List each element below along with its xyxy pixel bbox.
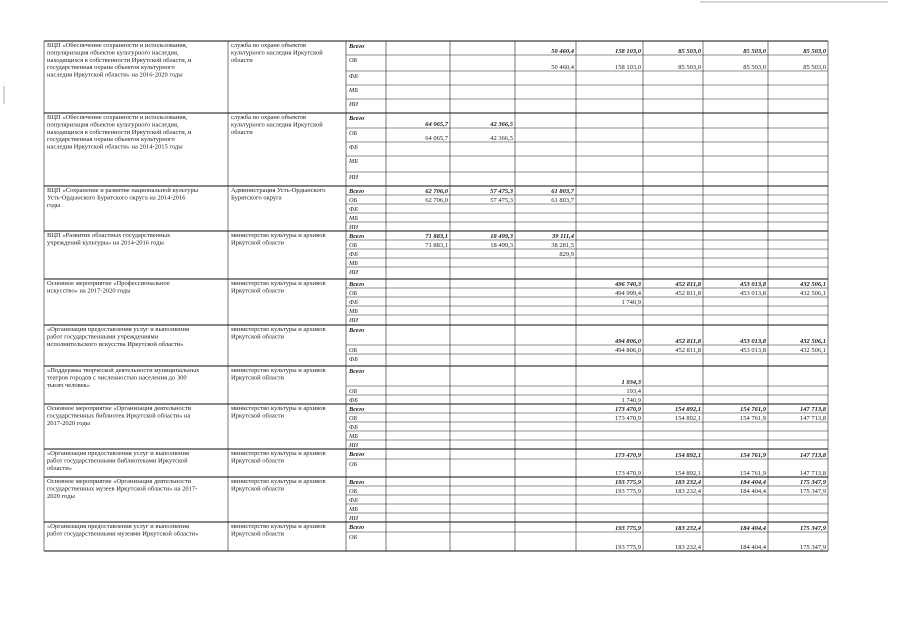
row-code: МБ (349, 505, 358, 513)
value-cell: 85 503,0 (743, 63, 766, 71)
executor-name-line: культурного наследия Иркутской (231, 49, 323, 57)
program-name-line: искусство» на 2017-2020 годы (47, 287, 131, 295)
total-value-cell: 452 811,8 (675, 337, 701, 345)
program-name-line: учреждений культуры» на 2014-2016 годы (47, 239, 164, 247)
total-value-cell: 175 347,9 (800, 478, 826, 486)
value-cell: 18 499,3 (490, 241, 513, 249)
program-name-line: находящихся в собственности Иркутской области, и (47, 56, 192, 64)
executor-name-line: министерство культуры и архивов (231, 367, 326, 374)
total-value-cell: 432 506,1 (800, 280, 826, 288)
program-name-line: Основное мероприятие «Организация деятельности (47, 478, 192, 485)
program-name-line: ВЦП «Развитие областных государственных (47, 232, 171, 239)
program-name-line: государственных библиотек Иркутской области» на (47, 412, 191, 420)
row-code: МБ (349, 259, 358, 267)
total-value-cell: 175 347,9 (800, 524, 826, 532)
executor-name-line: Иркутской области (231, 457, 284, 465)
total-value-cell: 154 892,1 (675, 451, 701, 459)
total-value-cell: 147 713,8 (800, 405, 826, 413)
total-value-cell: 158 103,0 (615, 47, 641, 55)
row-code: ИИ (349, 441, 359, 449)
table-cells (47, 42, 827, 551)
total-value-cell: 64 065,7 (425, 120, 448, 128)
program-name-line: работ государственными музеями Иркутской области» (47, 530, 199, 538)
executor-name-line: служба по охране объектов (231, 42, 307, 49)
row-code: ОБ (349, 57, 358, 64)
total-value-cell: 62 706,0 (425, 187, 448, 195)
program-name-line: исполнительского искусства Иркутской области» (47, 340, 184, 348)
row-code-total: Всего (349, 478, 365, 486)
row-code: МБ (349, 432, 358, 440)
value-cell: 494 999,4 (615, 289, 641, 297)
executor-name-line: министерство культуры и архивов (231, 523, 326, 530)
program-name-line: области» (47, 464, 72, 472)
program-name-line: Основное мероприятие «Организация деятельности (47, 405, 192, 412)
row-code: ФБ (349, 205, 358, 213)
total-value-cell: 183 232,4 (675, 524, 701, 532)
executor-name-line: Иркутской области (231, 530, 284, 538)
program-name-line: наследия Иркутской области» на 2014-2015 годы (47, 143, 183, 151)
value-cell: 494 806,0 (615, 346, 641, 354)
value-cell: 1 740,9 (621, 396, 641, 404)
program-name-line: «Организация предоставления услуг и выполнения (47, 450, 190, 457)
program-name-line: ВЦП «Обеспечение сохранности и использования, (47, 42, 188, 49)
executor-name-line: области (231, 56, 253, 64)
value-cell: 85 503,0 (678, 63, 701, 71)
executor-name-line: Администрация Усть-Ордынского (231, 187, 326, 194)
program-name-line: тысяч человек» (47, 381, 90, 389)
total-value-cell: 42 366,5 (490, 120, 513, 128)
row-code: ИИ (349, 317, 359, 324)
total-value-cell: 147 713,8 (800, 451, 826, 459)
row-code: МБ (349, 158, 358, 165)
program-name-line: 2020 годы (47, 492, 75, 500)
program-name-line: популяризация объектов культурного наследия, (47, 121, 179, 129)
value-cell: 154 892,1 (675, 469, 701, 477)
total-value-cell: 496 740,3 (615, 280, 641, 288)
row-code: ОБ (349, 346, 358, 354)
total-value-cell: 494 806,0 (615, 337, 641, 345)
row-code-total: Всего (349, 451, 365, 458)
row-code: ОБ (349, 130, 358, 137)
value-cell: 64 065,7 (425, 134, 448, 142)
value-cell: 1 740,9 (621, 298, 641, 306)
value-cell: 829,9 (559, 250, 574, 258)
value-cell: 38 281,5 (551, 241, 574, 249)
value-cell: 42 366,5 (490, 134, 513, 142)
row-code: ФБ (349, 73, 358, 80)
row-code-total: Всего (349, 368, 365, 375)
total-value-cell: 184 404,4 (740, 524, 766, 532)
total-value-cell: 71 883,1 (425, 232, 448, 240)
executor-name-line: министерство культуры и архивов (231, 280, 326, 287)
executor-name-line: Иркутской области (231, 374, 284, 382)
row-code: ИИ (349, 223, 359, 231)
row-code: ОБ (349, 241, 358, 249)
row-code: ИИ (349, 514, 359, 522)
total-value-cell: 453 013,8 (740, 280, 766, 288)
executor-name-line: области (231, 128, 253, 136)
total-value-cell: 193 775,9 (615, 524, 641, 532)
executor-name-line: министерство культуры и архивов (231, 232, 326, 239)
executor-name-line: Иркутской области (231, 287, 284, 295)
total-value-cell: 452 811,8 (675, 280, 701, 288)
value-cell: 452 811,8 (675, 289, 701, 297)
program-name-line: государственная охрана объектов культурного (47, 64, 175, 72)
total-value-cell: 1 934,3 (621, 378, 641, 386)
executor-name-line: министерство культуры и архивов (231, 450, 326, 457)
total-value-cell: 154 892,1 (675, 405, 701, 413)
value-cell: 453 013,8 (740, 346, 766, 354)
row-code: ОБ (349, 534, 358, 541)
value-cell: 154 761,9 (740, 469, 766, 477)
row-code: ФБ (349, 423, 358, 431)
executor-name-line: Бурятского округа (231, 194, 282, 202)
value-cell: 57 475,3 (490, 196, 513, 204)
program-name-line: «Организация предоставления услуг и выполнения (47, 523, 190, 530)
program-name-line: 2017-2020 годы (47, 419, 91, 427)
value-cell: 173 470,9 (615, 469, 641, 477)
row-code-total: Всего (349, 187, 365, 195)
program-name-line: находящихся в собственности Иркутской области, и (47, 128, 192, 136)
executor-name-line: Иркутской области (231, 485, 284, 493)
program-name-line: «Поддержка творческой деятельности муниципальных (47, 367, 200, 374)
row-code: ФБ (349, 496, 358, 504)
program-name-line: ВЦП «Сохранение и развитие национальной культуры (47, 187, 199, 194)
executor-name-line: министерство культуры и архивов (231, 326, 326, 333)
total-value-cell: 85 503,0 (803, 47, 826, 55)
value-cell: 175 347,9 (800, 487, 826, 495)
total-value-cell: 183 232,4 (675, 478, 701, 486)
row-code-total: Всего (349, 327, 365, 334)
row-code: ОБ (349, 387, 358, 395)
total-value-cell: 453 013,8 (740, 337, 766, 345)
row-code: ОБ (349, 196, 358, 204)
row-code: МБ (349, 214, 358, 222)
value-cell: 154 892,1 (675, 414, 701, 422)
program-name-line: государственная охрана объектов культурного (47, 136, 175, 144)
total-value-cell: 173 470,9 (615, 451, 641, 459)
total-value-cell: 61 803,7 (551, 187, 574, 195)
row-code-total: Всего (349, 43, 365, 50)
program-name-line: годы (47, 201, 61, 209)
executor-name-line: министерство культуры и архивов (231, 478, 326, 485)
value-cell: 50 460,4 (551, 63, 574, 71)
value-cell: 71 883,1 (425, 241, 448, 249)
value-cell: 184 404,4 (740, 487, 766, 495)
row-code: МБ (349, 87, 358, 94)
row-code: ИИ (349, 269, 359, 276)
program-name-line: ВЦП «Обеспечение сохранности и использования, (47, 114, 188, 121)
row-code-total: Всего (349, 115, 365, 122)
value-cell: 193 775,9 (615, 543, 641, 551)
value-cell: 147 713,8 (800, 414, 826, 422)
value-cell: 432 506,1 (800, 289, 826, 297)
row-code: ОБ (349, 461, 358, 468)
program-name-line: Усть-Ордынского Бурятского округа на 2014-2016 (47, 194, 186, 202)
total-value-cell: 184 404,4 (740, 478, 766, 486)
executor-name-line: культурного наследия Иркутской (231, 121, 323, 129)
row-code-total: Всего (349, 524, 365, 531)
value-cell: 154 761,9 (740, 414, 766, 422)
executor-name-line: служба по охране объектов (231, 114, 307, 121)
row-code: ОБ (349, 487, 358, 495)
value-cell: 158 103,0 (615, 63, 641, 71)
executor-name-line: Иркутской области (231, 333, 284, 341)
executor-name-line: министерство культуры и архивов (231, 405, 326, 412)
row-code: ФБ (349, 298, 358, 306)
row-code: ОБ (349, 414, 358, 422)
total-value-cell: 39 111,4 (551, 232, 574, 240)
value-cell: 193 775,9 (615, 487, 641, 495)
total-value-cell: 18 499,3 (490, 232, 513, 240)
row-code-total: Всего (349, 280, 365, 288)
value-cell: 147 713,8 (800, 469, 826, 477)
total-value-cell: 154 761,9 (740, 405, 766, 413)
total-value-cell: 85 503,0 (678, 47, 701, 55)
value-cell: 173 470,9 (615, 414, 641, 422)
program-name-line: работ государственными библиотеками Иркутской (47, 457, 188, 465)
value-cell: 85 503,0 (803, 63, 826, 71)
row-code: ИИ (349, 174, 359, 181)
total-value-cell: 57 475,3 (490, 187, 513, 195)
executor-name-line: Иркутской области (231, 239, 284, 247)
total-value-cell: 432 506,1 (800, 337, 826, 345)
program-name-line: Основное мероприятие «Профессиональное (47, 280, 170, 287)
program-name-line: государственных музеев Иркутской области» на 2017- (47, 485, 198, 493)
value-cell: 62 706,0 (425, 196, 448, 204)
program-name-line: театров городов с численностью населения до 300 (47, 374, 187, 382)
program-name-line: популяризация объектов культурного наследия, (47, 49, 179, 57)
total-value-cell: 154 761,9 (740, 451, 766, 459)
total-value-cell: 85 503,0 (743, 47, 766, 55)
executor-name-line: Иркутской области (231, 412, 284, 420)
value-cell: 432 506,1 (800, 346, 826, 354)
row-code: МБ (349, 307, 358, 315)
value-cell: 184 404,4 (740, 543, 766, 551)
row-code: ФБ (349, 356, 358, 363)
row-code: ОБ (349, 289, 358, 297)
value-cell: 175 347,9 (800, 543, 826, 551)
value-cell: 183 232,4 (675, 487, 701, 495)
value-cell: 61 803,7 (551, 196, 574, 204)
value-cell: 183 232,4 (675, 543, 701, 551)
total-value-cell: 50 460,4 (551, 47, 574, 55)
program-name-line: работ государственными учреждениями (47, 333, 159, 341)
value-cell: 193,4 (626, 387, 641, 395)
row-code: ФБ (349, 250, 358, 258)
row-code-total: Всего (349, 405, 365, 413)
row-code-total: Всего (349, 232, 365, 240)
row-code: ФБ (349, 396, 358, 404)
row-code: ФБ (349, 144, 358, 151)
value-cell: 453 013,8 (740, 289, 766, 297)
total-value-cell: 193 775,9 (615, 478, 641, 486)
total-value-cell: 173 470,9 (615, 405, 641, 413)
value-cell: 452 811,8 (675, 346, 701, 354)
program-name-line: наследия Иркутской области» на 2016-2020 годы (47, 71, 183, 79)
row-code: ИИ (349, 101, 359, 108)
program-name-line: «Организация предоставления услуг и выполнения (47, 326, 190, 333)
